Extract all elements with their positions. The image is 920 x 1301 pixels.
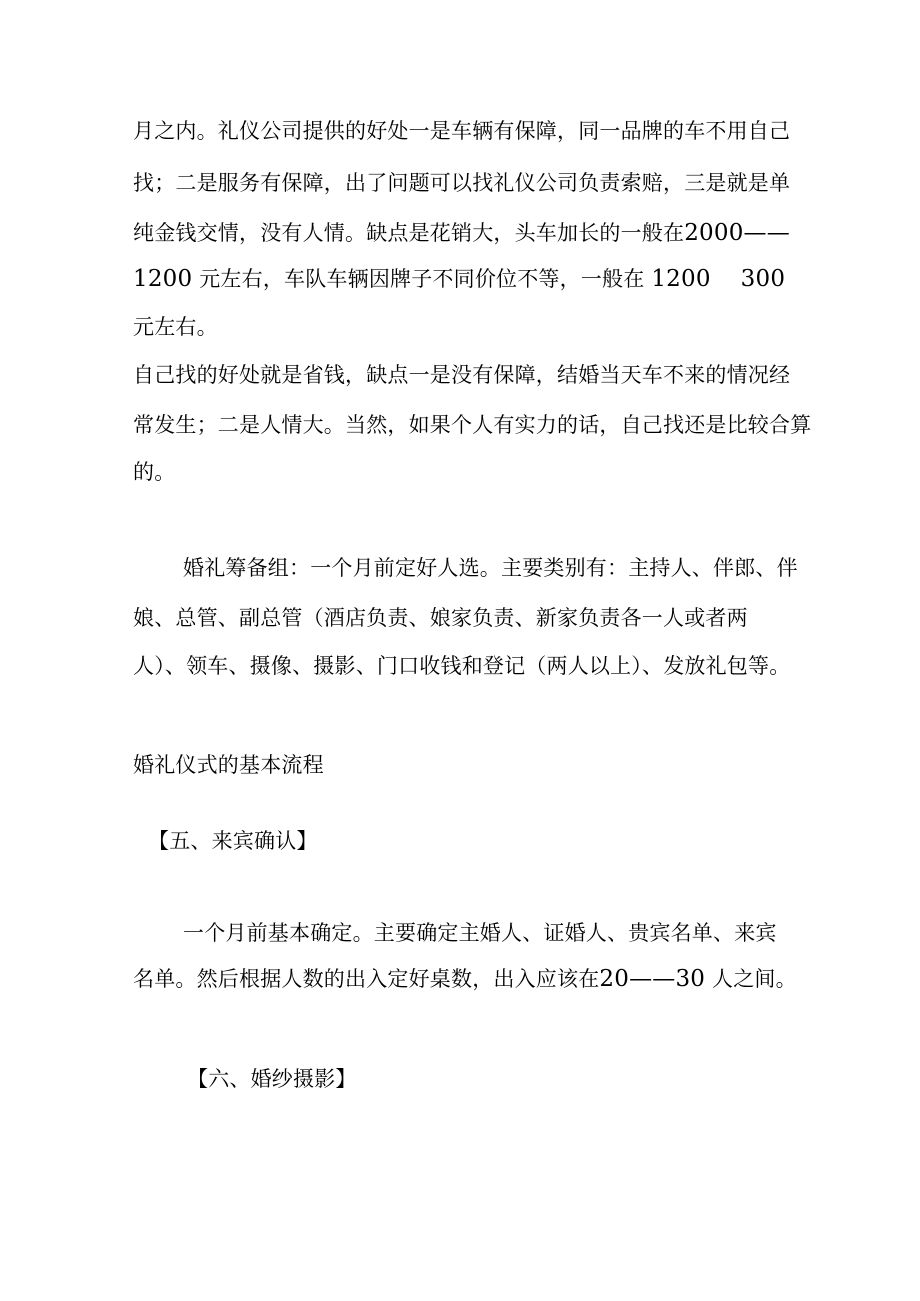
team-paragraph-line-1: 婚礼筹备组：一个月前定好人选。主要类别有：主持人、伴郎、伴	[183, 556, 798, 580]
heading-wedding-photography: 【六、婚纱摄影】	[187, 1067, 357, 1091]
team-paragraph-line-2: 娘、总管、副总管（酒店负责、娘家负责、新家负责各一人或者两	[133, 606, 748, 630]
section-title: 婚礼仪式的基本流程	[133, 753, 324, 777]
guests-line-2-number: 20——30	[599, 966, 706, 992]
car-paragraph-line-3	[133, 219, 790, 247]
self-paragraph-line-3: 的。	[133, 460, 176, 484]
car-paragraph-line-5: 元左右。	[133, 315, 218, 339]
car-paragraph-line-1: 月之内。礼仪公司提供的好处一是车辆有保障，同一品牌的车不用自己	[133, 119, 791, 143]
guests-line-2-text-1: 名单。然后根据人数的出入定好桌数，出入应该在	[133, 967, 600, 991]
car-line-3-text: 纯金钱交情，没有人情。缺点是花销大，头车加长的一般在	[133, 221, 685, 245]
car-paragraph-line-4	[133, 265, 785, 293]
guests-paragraph-line-2	[133, 965, 797, 993]
self-paragraph-line-2: 常发生；二是人情大。当然，如果个人有实力的话，自己找还是比较合算	[133, 413, 812, 437]
self-paragraph-line-1: 自己找的好处就是省钱，缺点一是没有保障，结婚当天车不来的情况经	[133, 363, 791, 387]
car-line-4-number-2: 1200	[651, 266, 711, 292]
car-line-4-text: 元左右，车队车辆因牌子不同价位不等，一般在	[199, 267, 645, 291]
car-line-3-number: 2000——	[684, 220, 790, 246]
car-line-4-number-1: 1200	[133, 266, 193, 292]
car-paragraph-line-2: 找；二是服务有保障，出了问题可以找礼仪公司负责索赔，三是就是单	[133, 171, 791, 195]
heading-guest-confirmation: 【五、来宾确认】	[148, 829, 318, 853]
team-paragraph-line-3: 人）、领车、摄像、摄影、门口收钱和登记（两人以上）、发放礼包等。	[133, 654, 791, 678]
guests-line-2-text-2: 人之间。	[712, 967, 797, 991]
guests-paragraph-line-1: 一个月前基本确定。主要确定主婚人、证婚人、贵宾名单、来宾	[183, 921, 777, 945]
car-line-4-number-3: 300	[740, 266, 786, 292]
